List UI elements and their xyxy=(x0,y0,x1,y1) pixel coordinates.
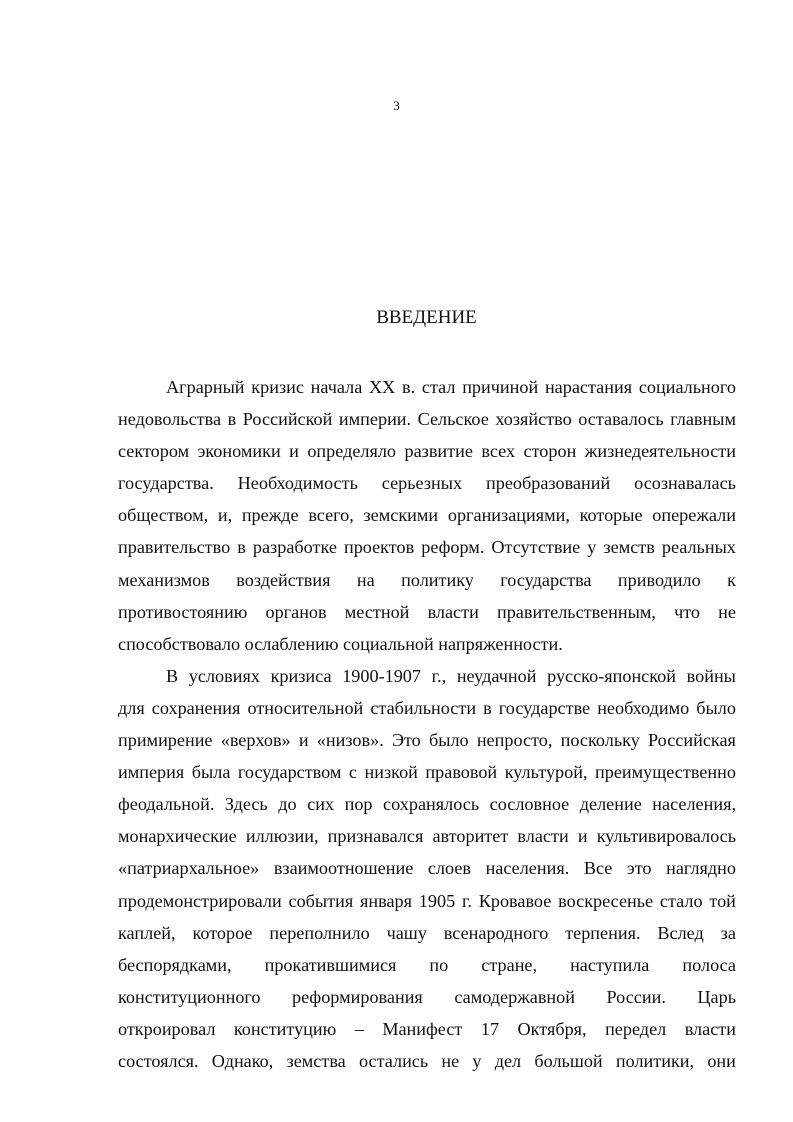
word: причиной xyxy=(462,377,539,397)
word: правовой xyxy=(425,762,498,783)
word: которое xyxy=(192,922,253,943)
paragraph-1 xyxy=(118,371,736,660)
word: самодержавной xyxy=(454,986,575,1007)
word: культивировалось xyxy=(596,826,736,847)
word: не xyxy=(718,601,736,622)
text-line xyxy=(118,692,736,724)
word: передел xyxy=(605,1018,667,1039)
word: г., xyxy=(431,665,447,686)
word: органов xyxy=(265,601,327,622)
word: условиях xyxy=(188,665,260,686)
word: это xyxy=(626,858,652,879)
word: государством xyxy=(237,762,342,783)
word: «патриархальное» xyxy=(118,858,260,879)
word: события xyxy=(288,890,354,911)
word: продемонстрировали xyxy=(118,890,282,911)
word: Это xyxy=(391,730,421,751)
word: развитие xyxy=(404,441,473,462)
word: стало xyxy=(659,890,703,911)
word: они xyxy=(707,1050,736,1071)
word: 1905 xyxy=(418,890,456,911)
text-line xyxy=(118,403,736,435)
word: Царь xyxy=(697,986,736,1007)
word: земства xyxy=(286,1050,346,1071)
word: В xyxy=(166,665,179,686)
word: социального xyxy=(638,377,736,397)
word: прокатившимися xyxy=(264,954,397,975)
word: полоса xyxy=(682,954,736,975)
word: воздействия xyxy=(236,569,331,590)
word: – xyxy=(354,1018,364,1039)
word: и xyxy=(298,730,309,751)
word: определяло xyxy=(307,441,397,462)
word: сохранения xyxy=(151,697,241,718)
word: Манифест xyxy=(382,1018,463,1039)
word: Октября, xyxy=(517,1018,587,1039)
word: земскими xyxy=(363,505,439,526)
word: главным xyxy=(670,409,736,430)
word: монархические xyxy=(118,826,237,847)
word: опережали xyxy=(652,505,736,526)
word: в xyxy=(237,537,246,558)
word: была xyxy=(191,762,231,783)
word: реформирования xyxy=(292,986,423,1007)
page-title: ВВЕДЕНИЕ xyxy=(376,307,477,328)
word: населения. xyxy=(485,858,570,879)
word: в xyxy=(483,697,492,718)
word: Здесь xyxy=(224,794,268,815)
word: которые xyxy=(579,505,643,526)
word: непросто, xyxy=(476,730,553,751)
word: серьезных xyxy=(381,473,463,494)
word: остались xyxy=(358,1050,429,1071)
word: наступила xyxy=(570,954,650,975)
text-line xyxy=(118,885,736,917)
word: прежде xyxy=(241,505,299,526)
word: правительство xyxy=(118,537,231,558)
word: в. xyxy=(402,377,416,397)
word: чашу xyxy=(386,922,427,943)
text-line xyxy=(118,852,736,884)
word: населения, xyxy=(652,794,736,815)
word: хозяйство xyxy=(495,409,572,430)
word: всего, xyxy=(308,505,354,526)
word: местной xyxy=(344,601,410,622)
word: культурой, xyxy=(504,762,588,783)
word: конституционного xyxy=(118,986,261,1007)
word: для xyxy=(118,697,145,718)
word: стране, xyxy=(481,954,538,975)
word: Кровавое xyxy=(478,890,552,911)
word: по xyxy=(429,954,449,975)
word: недовольства xyxy=(118,409,222,430)
word: конституцию xyxy=(233,1018,337,1039)
word: власти xyxy=(427,601,479,622)
word: реформ. xyxy=(421,537,485,558)
text-line: способствовало ослаблению социальной напряженности. xyxy=(118,633,563,654)
word: «низов». xyxy=(316,730,384,751)
text-line xyxy=(118,981,736,1013)
text-line xyxy=(118,1045,736,1077)
word: XX xyxy=(369,377,396,397)
word: кризис xyxy=(251,377,304,397)
word: стал xyxy=(421,377,456,397)
word: пор xyxy=(344,794,373,815)
word: и, xyxy=(217,505,233,526)
text-line xyxy=(118,435,736,467)
word: каплей, xyxy=(118,922,176,943)
word: проектов xyxy=(343,537,415,558)
word: Вслед xyxy=(657,922,704,943)
word: кризиса xyxy=(270,665,332,686)
word: империя xyxy=(118,762,185,783)
word: Российской xyxy=(242,409,333,430)
word: государства. xyxy=(118,473,214,494)
word: до xyxy=(278,794,297,815)
word: земств xyxy=(603,537,655,558)
paragraph-2 xyxy=(118,660,736,1077)
word: феодальной. xyxy=(118,794,215,815)
word: и xyxy=(577,826,588,847)
text-line xyxy=(118,596,736,628)
word: экономики xyxy=(197,441,281,462)
word: Однако, xyxy=(211,1050,274,1071)
word: оставалось xyxy=(578,409,664,430)
word: поскольку xyxy=(560,730,640,751)
word: переполнило xyxy=(269,922,370,943)
word: января xyxy=(360,890,412,911)
word: Необходимость xyxy=(237,473,358,494)
word: разработке xyxy=(252,537,337,558)
word: необходимо xyxy=(597,697,690,718)
word: деление xyxy=(579,794,642,815)
word: противостоянию xyxy=(118,601,248,622)
word: было xyxy=(428,730,469,751)
word: взаимоотношение xyxy=(273,858,414,879)
word: с xyxy=(348,762,357,783)
word: за xyxy=(720,922,736,943)
word: начала xyxy=(310,377,363,397)
text-line xyxy=(118,724,736,756)
word: 1900-1907 xyxy=(342,665,421,686)
page-number: 3 xyxy=(393,98,400,113)
word: г. xyxy=(461,890,472,911)
word: стабильности xyxy=(370,697,477,718)
word: «верхов» xyxy=(220,730,291,751)
word: политику xyxy=(401,569,474,590)
word: войны xyxy=(686,665,736,686)
word: политики, xyxy=(615,1050,695,1071)
word: 17 xyxy=(480,1018,500,1039)
word: обществом, xyxy=(118,505,209,526)
word: Российская xyxy=(648,730,736,751)
text-line xyxy=(118,531,736,563)
word: осознавалась xyxy=(634,473,736,494)
word: состоялся. xyxy=(118,1050,199,1071)
word: империи. xyxy=(338,409,412,430)
word: Отсутствие xyxy=(491,537,581,558)
word: механизмов xyxy=(118,569,210,590)
word: терпения. xyxy=(565,922,641,943)
word: Аграрный xyxy=(166,377,245,397)
text-line xyxy=(118,371,736,403)
word: России. xyxy=(606,986,666,1007)
text-line xyxy=(118,1013,736,1045)
word: Сельское xyxy=(417,409,489,430)
word: низкой xyxy=(364,762,418,783)
word: приводило xyxy=(617,569,701,590)
word: власти xyxy=(684,1018,736,1039)
text-line xyxy=(118,917,736,949)
word: наглядно xyxy=(666,858,736,879)
word: нарастания xyxy=(544,377,633,397)
word: сохранялось xyxy=(383,794,480,815)
word: авторитет xyxy=(432,826,509,847)
word: государства xyxy=(500,569,592,590)
word: признавался xyxy=(327,826,424,847)
text-line xyxy=(118,788,736,820)
word: преимущественно xyxy=(595,762,736,783)
word: к xyxy=(727,569,736,590)
word: откроировал xyxy=(118,1018,216,1039)
word: правительственным, xyxy=(496,601,656,622)
word: всенародного xyxy=(443,922,549,943)
word: дел xyxy=(494,1050,522,1071)
word: беспорядками, xyxy=(118,954,232,975)
word: сословное xyxy=(489,794,570,815)
word: сторон xyxy=(523,441,577,462)
document-body xyxy=(118,371,736,1077)
word: организациями, xyxy=(447,505,570,526)
word: жизнедеятельности xyxy=(584,441,736,462)
word: всех xyxy=(481,441,516,462)
text-line xyxy=(118,467,736,499)
word: что xyxy=(674,601,701,622)
word: сектором xyxy=(118,441,190,462)
text-line xyxy=(118,756,736,788)
word: большой xyxy=(534,1050,603,1071)
word: иллюзии, xyxy=(245,826,319,847)
word: и xyxy=(289,441,299,462)
word: русско-японской xyxy=(547,665,676,686)
word: преобразований xyxy=(486,473,611,494)
word: воскресенье xyxy=(558,890,654,911)
word: сих xyxy=(307,794,335,815)
word: у xyxy=(472,1050,482,1071)
word: не xyxy=(441,1050,460,1071)
text-line xyxy=(118,660,736,692)
word: было xyxy=(696,697,736,718)
word: в xyxy=(227,409,237,430)
word: слоев xyxy=(427,858,471,879)
text-line xyxy=(118,820,736,852)
text-line xyxy=(118,949,736,981)
word: реальных xyxy=(661,537,736,558)
word: неудачной xyxy=(456,665,537,686)
text-line xyxy=(118,564,736,596)
word: государстве xyxy=(498,697,591,718)
text-line xyxy=(118,499,736,531)
word: относительной xyxy=(247,697,364,718)
word: той xyxy=(709,890,736,911)
word: у xyxy=(587,537,597,558)
word: примирение xyxy=(118,730,213,751)
word: Все xyxy=(583,858,613,879)
word: власти xyxy=(517,826,569,847)
word: на xyxy=(356,569,375,590)
